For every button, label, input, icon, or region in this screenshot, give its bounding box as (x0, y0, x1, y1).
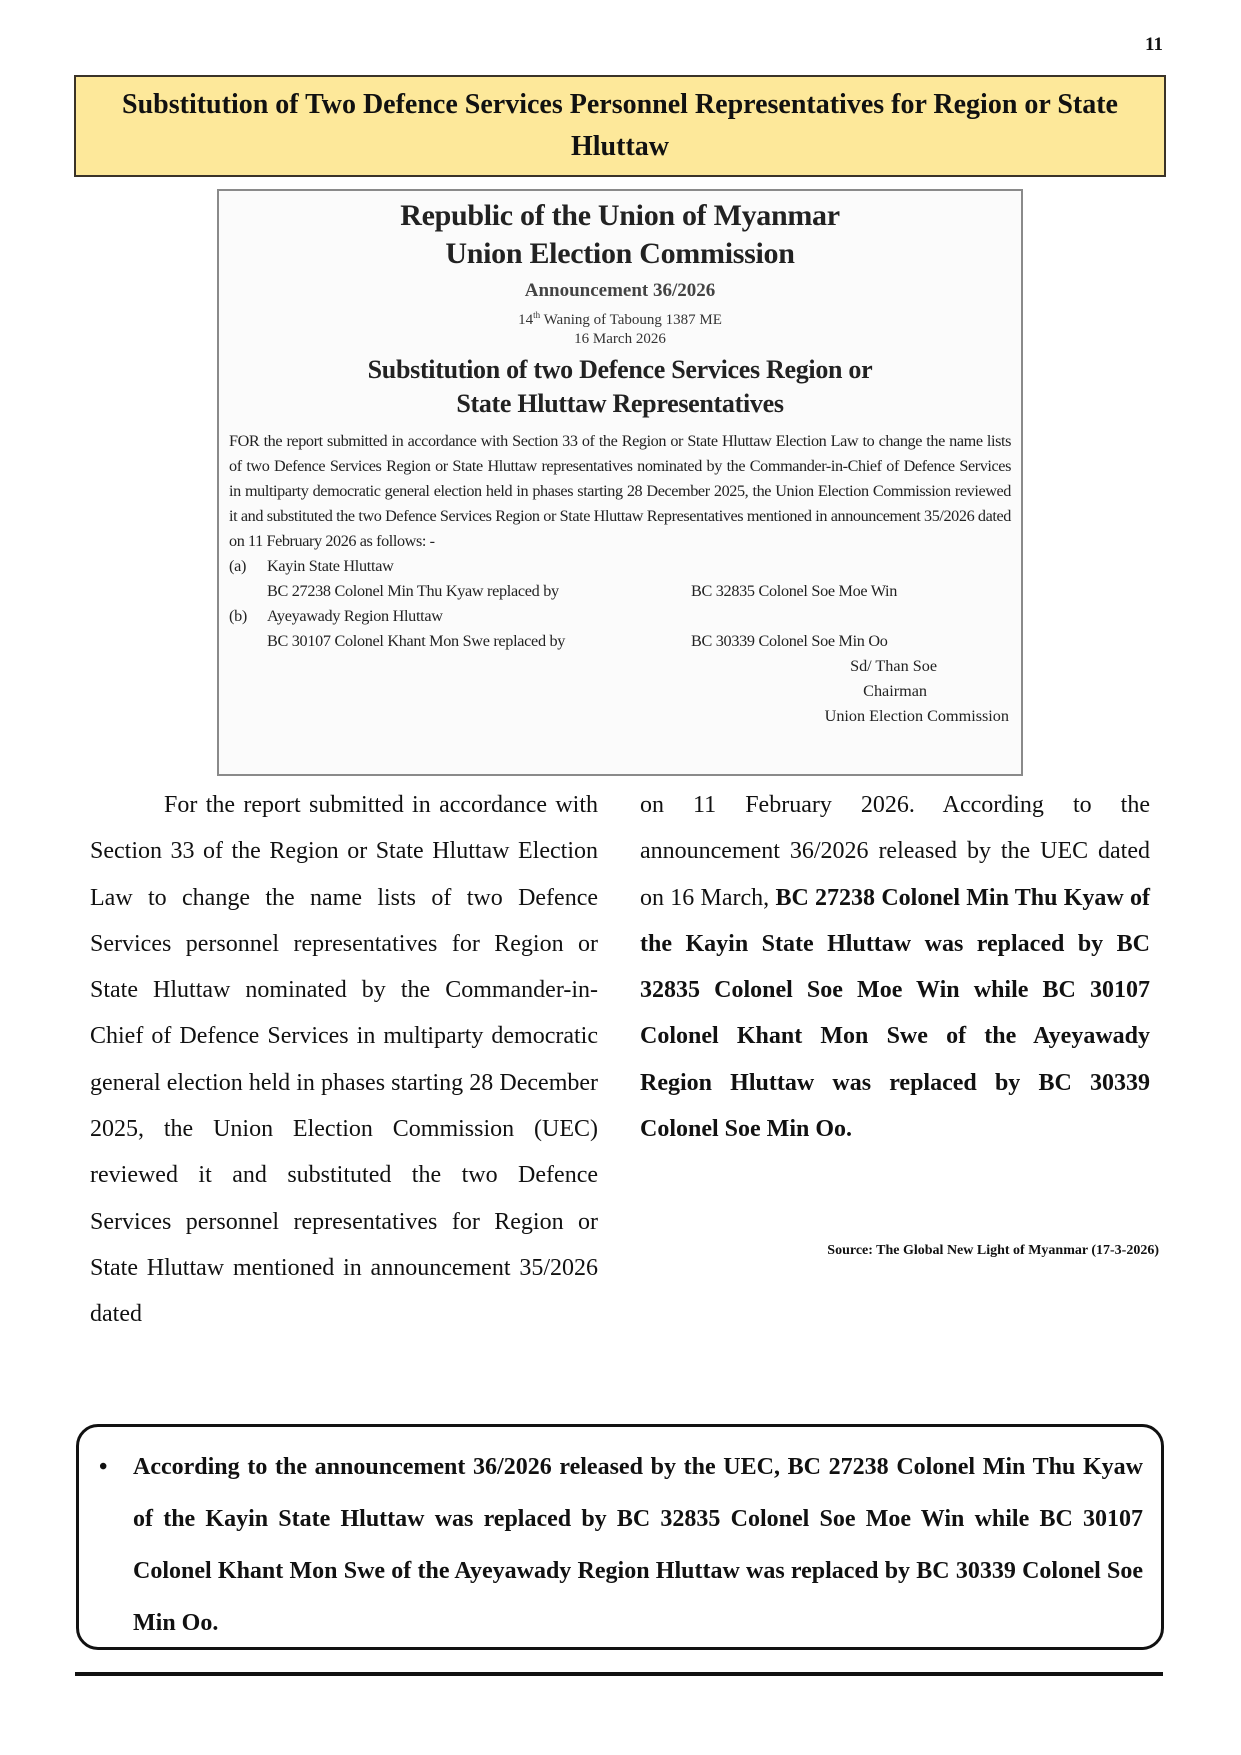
clipping-subheading (219, 353, 1021, 421)
list-item (229, 604, 1011, 629)
page-number: 11 (1145, 34, 1163, 55)
right-column-bold-text: BC 27238 Colonel Min Thu Kyaw of the Kayin State Hluttaw was replaced by BC 32835 Colonel Soe Moe Win while BC 30107 Colonel Khant Mon Swe of the Ayeyawady Region Hluttaw was replaced by BC 30339 Colonel Soe Min Oo. (640, 884, 1151, 1143)
subheading-line-1: Substitution of two Defence Services Region or (367, 355, 873, 384)
source-citation: Source: The Global New Light of Myanmar (17-3-2026) (827, 1243, 1159, 1258)
item-label: (a) (229, 557, 247, 575)
item-replaced: BC 27238 Colonel Min Thu Kyaw replaced by (267, 582, 559, 600)
signature-name: Sd/ Than Soe (850, 657, 937, 675)
date-day: 14 (518, 312, 534, 328)
list-item-detail (229, 629, 1011, 654)
item-replacement: BC 32835 Colonel Soe Moe Win (691, 582, 898, 600)
summary-box (76, 1424, 1164, 1650)
date-gregorian: 16 March 2026 (574, 331, 666, 347)
subheading-line-2: State Hluttaw Representatives (456, 389, 784, 418)
right-column-plain-text: on 11 February 2026. According to the announcement 36/2026 released by the UEC dated on 16 March, (640, 792, 1150, 911)
page-title-banner (74, 75, 1166, 177)
summary-text: According to the announcement 36/2026 released by the UEC, BC 27238 Colonel Min Thu Kyaw of the Kayin State Hluttaw was replaced by BC 32835 Colonel Soe Moe Win while BC 30107 Colonel Khant Mon Swe of the Ayeyawady Region Hluttaw was replaced by BC 30339 Colonel Soe Min Oo. (133, 1454, 1143, 1636)
bullet-icon: • (99, 1454, 108, 1480)
signature-title: Chairman (863, 682, 927, 700)
date-sup: th (533, 310, 541, 320)
substitution-list (229, 554, 1011, 654)
announcement-number: Announcement 36/2026 (524, 280, 716, 301)
clipping-heading (219, 197, 1021, 273)
left-column-text: For the report submitted in accordance with Section 33 of the Region or State Hluttaw Election Law to change the name lists of two Defence Services personnel representatives for Region or State Hluttaw nominated by the Commander-in-Chief of Defence Services in multiparty democratic general election held in phases starting 28 December 2025, the Union Election Commission (UEC) reviewed it and substituted the two Defence Services personnel representatives for Region or State Hluttaw mentioned in announcement 35/2026 dated (90, 792, 598, 1328)
item-replaced: BC 30107 Colonel Khant Mon Swe replaced by (267, 632, 566, 650)
list-item (229, 554, 1011, 579)
article-left-column (90, 782, 598, 1338)
article-right-column (640, 782, 1150, 1152)
item-hluttaw: Kayin State Hluttaw (267, 557, 394, 575)
signature-org: Union Election Commission (824, 707, 1009, 725)
signature-block (219, 654, 1021, 729)
clipping-body: FOR the report submitted in accordance with Section 33 of the Region or State Hluttaw Election Law to change the name lists of two Defence Services Region or State Hluttaw representatives nominated by the Commander-in-Chief of Defence Services in multiparty democratic general election held in phases starting 28 December 2025, the Union Election Commission reviewed it and substituted the two Defence Services Region or State Hluttaw Representatives mentioned in announcement 35/2026 dated on 11 February 2026 as follows: - (229, 432, 1011, 550)
item-label: (b) (229, 607, 247, 625)
footer-divider (75, 1672, 1163, 1676)
heading-line-1: Republic of the Union of Myanmar (400, 199, 840, 232)
item-hluttaw: Ayeyawady Region Hluttaw (267, 607, 443, 625)
date-rest: Waning of Taboung 1387 ME (540, 312, 722, 328)
list-item-detail (229, 579, 1011, 604)
item-replacement: BC 30339 Colonel Soe Min Oo (691, 632, 888, 650)
heading-line-2: Union Election Commission (445, 237, 795, 270)
announcement-date (219, 306, 1021, 349)
announcement-clipping (217, 189, 1023, 776)
page-title: Substitution of Two Defence Services Personnel Representatives for Region or State Hluttaw (122, 89, 1118, 162)
